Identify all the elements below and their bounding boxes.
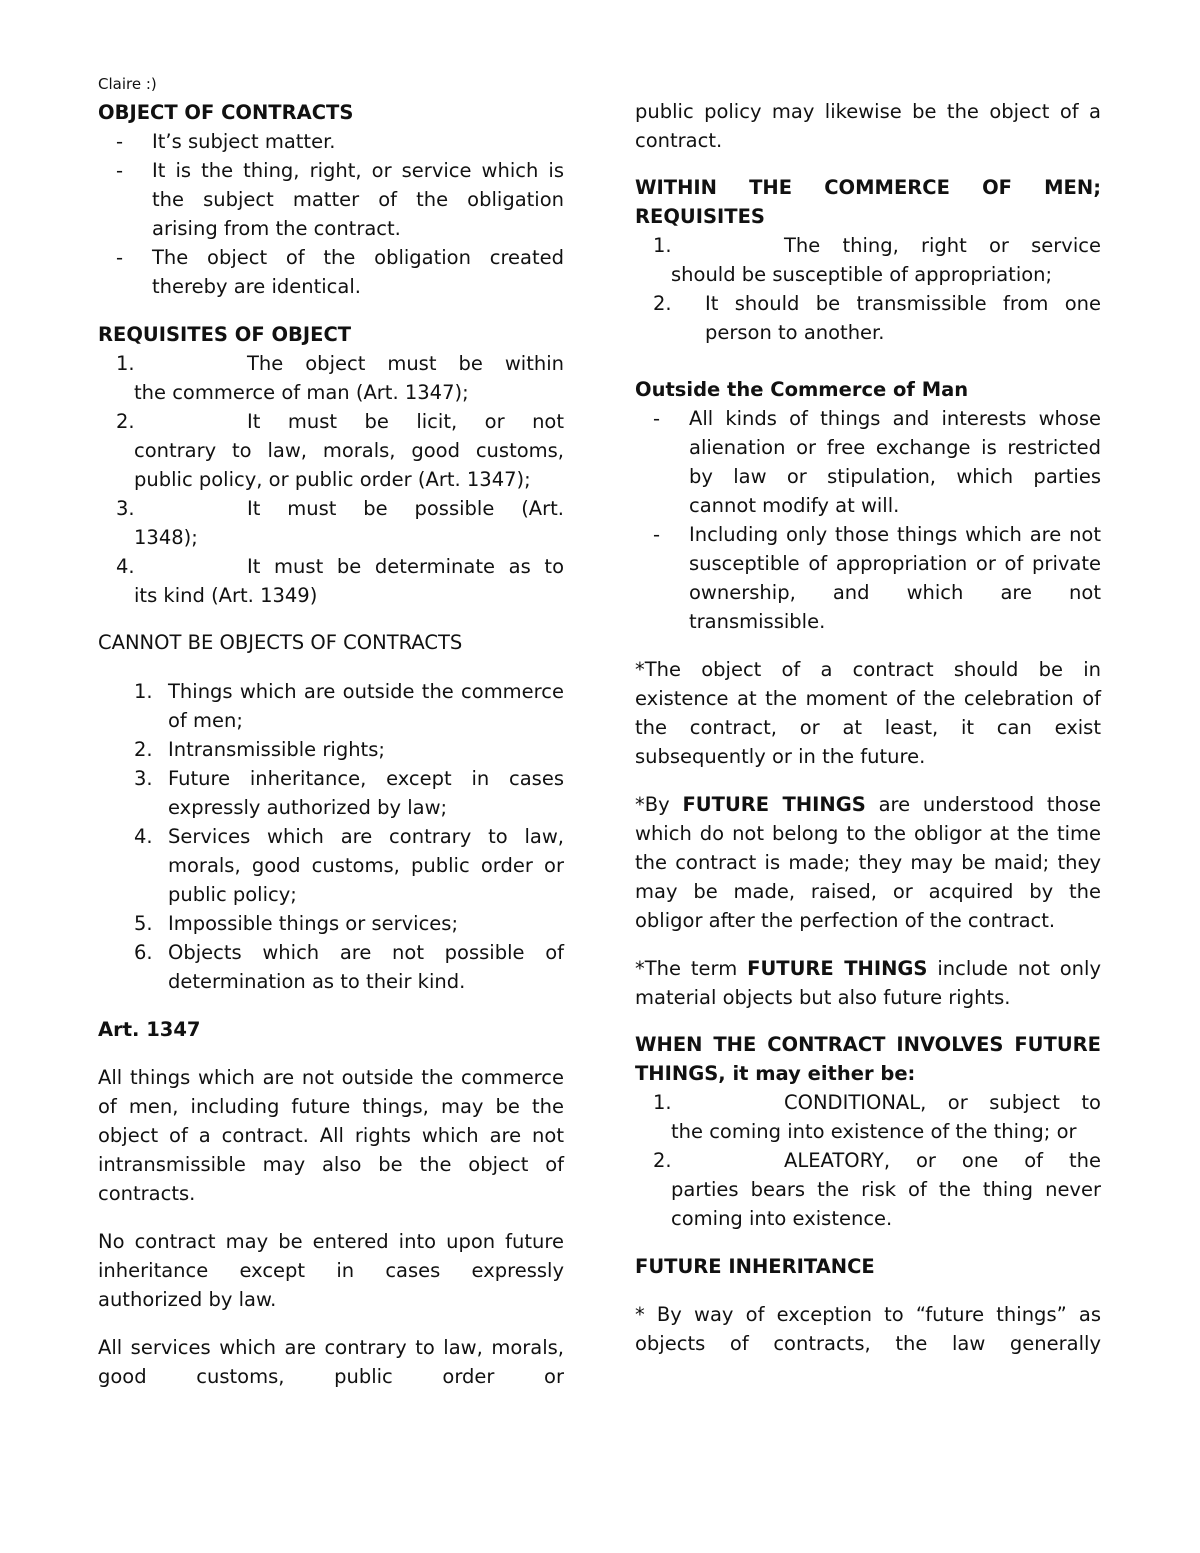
paragraph: *The object of a contract should be in existence at the moment of the celebration of the contract, or at least, it can exist subsequently or in the future.: [635, 658, 1101, 768]
paragraph: No contract may be entered into upon future inheritance except in cases expressly authorized by law.: [98, 1230, 564, 1311]
paragraph: objects of contracts, the law generally: [635, 1332, 1101, 1355]
author-note: Claire :): [98, 75, 157, 93]
list-item: 3. It must be possible (Art. 1348);: [116, 497, 564, 549]
right-column: [635, 0, 1101, 1358]
list-item: 2. ALEATORY, or one of the parties bears the risk of the thing never coming into existence.: [653, 1149, 1101, 1230]
heading-outside-commerce: Outside the Commerce of Man: [635, 378, 969, 401]
list-item: - Including only those things which are not susceptible of appropriation or of private ownership, and which are not transmissible.: [653, 523, 1101, 633]
list-item: 1. The object must be within the commerce of man (Art. 1347);: [116, 352, 564, 404]
paragraph: public policy may likewise be the object of a contract.: [635, 100, 1101, 152]
list-item: 2. It must be licit, or not contrary to law, morals, good customs, public policy, or public order (Art. 1347);: [116, 410, 564, 491]
heading-object-of-contracts: OBJECT OF CONTRACTS: [98, 101, 354, 124]
heading-cannot-be-objects: CANNOT BE OBJECTS OF CONTRACTS: [98, 631, 463, 654]
paragraph: All things which are not outside the commerce of men, including future things, may be the object of a contract. All rights which are not intransmissible may also be the object of contracts.: [98, 1066, 564, 1205]
heading-future-inheritance: FUTURE INHERITANCE: [635, 1255, 875, 1278]
paragraph: * By way of exception to “future things” as: [635, 1303, 1101, 1326]
paragraph: All services which are contrary to law, morals, good customs, public order or: [98, 1336, 564, 1388]
heading-art-1347: Art. 1347: [98, 1018, 201, 1041]
list-item: 5. Impossible things or services;: [134, 912, 459, 935]
heading-requisites-of-object: REQUISITES OF OBJECT: [98, 323, 352, 346]
list-item: 4. It must be determinate as to its kind (Art. 1349): [116, 555, 564, 607]
list-item: 2. Intransmissible rights;: [134, 738, 385, 761]
list-item: 6. Objects which are not possible of determination as to their kind.: [134, 941, 564, 993]
list-item: 1. The thing, right or service should be susceptible of appropriation;: [653, 234, 1101, 286]
list-item: 1. Things which are outside the commerce of men;: [134, 680, 564, 732]
list-item: 3. Future inheritance, except in cases expressly authorized by law;: [134, 767, 564, 819]
list-item: - It is the thing, right, or service which is the subject matter of the obligation arising from the contract.: [116, 159, 564, 240]
heading-within-commerce: WITHIN THE COMMERCE OF MEN; REQUISITES: [635, 176, 1101, 228]
list-item: 4. Services which are contrary to law, morals, good customs, public order or public policy;: [134, 825, 564, 906]
paragraph: *The term FUTURE THINGS include not only material objects but also future rights.: [635, 957, 1101, 1009]
list-item: 2. It should be transmissible from one person to another.: [653, 292, 1101, 344]
paragraph: *By FUTURE THINGS are understood those which do not belong to the obligor at the time the contract is made; they may be maid; they may be made, raised, or acquired by the obligor after the perfection of the contract.: [635, 793, 1101, 932]
list-item: - All kinds of things and interests whose alienation or free exchange is restricted by law or stipulation, which parties cannot modify at will.: [653, 407, 1101, 517]
heading-when-contract-involves: WHEN THE CONTRACT INVOLVES FUTURE THINGS, it may either be:: [635, 1033, 1101, 1085]
list-item: 1. CONDITIONAL, or subject to the coming into existence of the thing; or: [653, 1091, 1101, 1143]
list-item: - It’s subject matter.: [116, 130, 336, 153]
list-item: - The object of the obligation created thereby are identical.: [116, 246, 564, 298]
left-column: [98, 0, 564, 1391]
